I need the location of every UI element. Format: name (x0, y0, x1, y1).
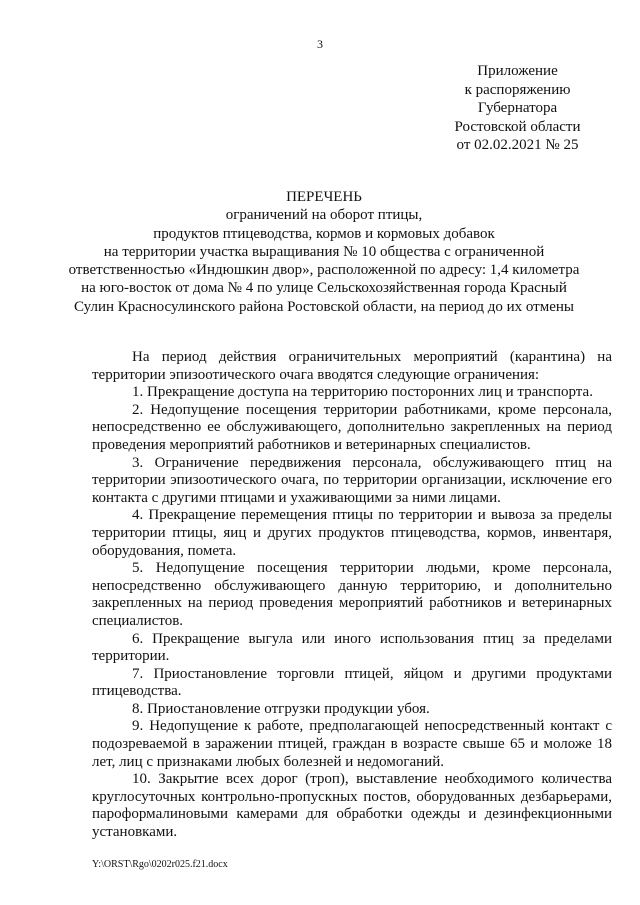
appendix-line: Ростовской области (454, 118, 581, 135)
restriction-item-7: 7. Приостановление торговли птицей, яйцом и другими продуктами птицеводства. (92, 665, 612, 700)
title-line: Сулин Красносулинского района Ростовской области, на период до их отмены (74, 298, 574, 315)
restriction-item-1: 1. Прекращение доступа на территорию посторонних лиц и транспорта. (132, 384, 593, 401)
document-title (60, 188, 588, 316)
appendix-line: Приложение (477, 63, 558, 79)
file-path-footer: Y:\ORST\Rgo\0202r025.f21.docx (92, 859, 228, 870)
restriction-item-5: 5. Недопущение посещения территории людьми, кроме персонала, непосредственно обслуживающего данную территорию, и дополнительно закрепленных на период проведения мероприятий работников и ветеринарных специалистов. (92, 560, 612, 629)
title-line: на территории участка выращивания № 10 общества с ограниченной (103, 243, 545, 260)
title-line: на юго-восток от дома № 4 по улице Сельскохозяйственная города Красный (81, 280, 567, 297)
appendix-line: от 02.02.2021 № 25 (456, 137, 579, 153)
restriction-item-9: 9. Недопущение к работе, предполагающей непосредственный контакт с подозреваемой в заражении птицей, граждан в возрасте свыше 65 и моложе 18 лет, лиц с признаками любых болезней и недомоганий. (92, 718, 612, 770)
title-line: продуктов птицеводства, кормов и кормовых добавок (153, 225, 495, 242)
intro-paragraph: На период действия ограничительных мероприятий (карантина) на территории эпизоотического очага вводятся следующие ограничения: (92, 349, 612, 383)
restriction-item-2: 2. Недопущение посещения территории работниками, кроме персонала, непосредственно ее обслуживающего, дополнительно закрепленных на период проведения мероприятий работников и ветеринарных специалистов. (92, 401, 612, 453)
appendix-line: к распоряжению (464, 81, 571, 98)
restriction-item-10: 10. Закрытие всех дорог (троп), выставление необходимого количества круглосуточных контрольно-пропускных постов, оборудованных дезбарьерами, пароформалиновыми камерами для обработки одежды и дезинфекционными установками. (92, 771, 612, 841)
title-heading: ПЕРЕЧЕНЬ (286, 189, 362, 205)
restriction-item-8: 8. Приостановление отгрузки продукции убоя. (132, 700, 430, 717)
restriction-item-6: 6. Прекращение выгула или иного использования птиц за пределами территории. (92, 630, 612, 665)
restriction-item-3: 3. Ограничение передвижения персонала, обслуживающего птиц на территории эпизоотического очага, по территории организации, исключение его контакта с другими птицами и ухаживающими за ними лицами. (92, 454, 612, 506)
restriction-item-4: 4. Прекращение перемещения птицы по территории и вывоза за пределы территории птицы, яиц и других продуктов птицеводства, кормов, инвентаря, оборудования, помета. (92, 507, 612, 559)
appendix-line: Губернатора (477, 100, 558, 116)
document-body (92, 349, 612, 842)
title-line: ответственностью «Индюшкин двор», расположенной по адресу: 1,4 километра (68, 262, 580, 279)
title-line: ограничений на оборот птицы, (225, 207, 423, 224)
appendix-block (430, 62, 605, 155)
page-number: 3 (317, 37, 323, 51)
